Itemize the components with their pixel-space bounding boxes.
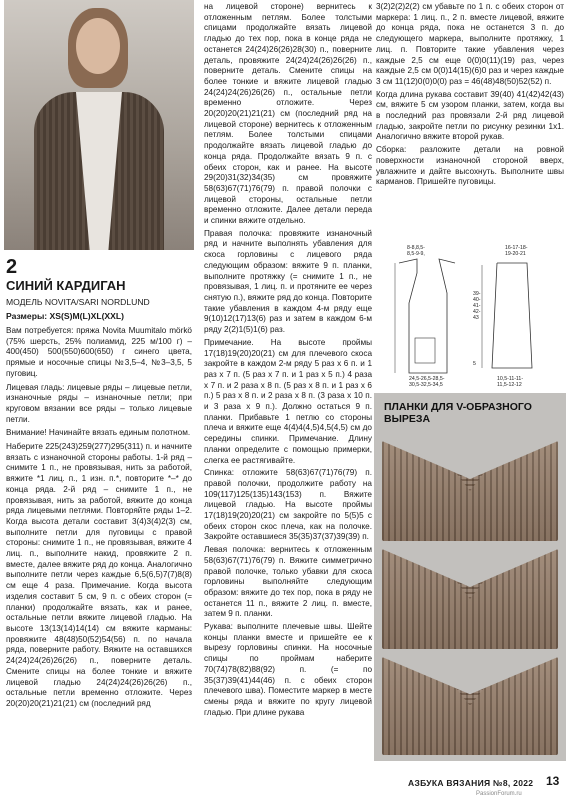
schematic-label-length: 39- 40- 41- 42- 43 <box>473 291 481 321</box>
magazine-footer: АЗБУКА ВЯЗАНИЯ №8, 2022 <box>408 778 534 788</box>
instructions-paragraph: Наберите 225(243)259(277)295(311) п. и начните вязать с изнаночной стороны работы. 1-й ряд – снимите 1 п., не провязывая, нить за работой, вяжите *1 лиц. п., 1 изн. п.*, повторите *–* до конца ряда. 2-й ряд – снимите 1 п., не провязывая, нить за работой, вяжите до конца ряда лицевыми петлями. Повторяйте ряды 1–2. Когда высота детали составит 3(4)3(4)2(3) см, выполните петли для пуговицы с правой стороны: снимите 1 п., не провязывая, вяжите 4 лиц. п., выполните накид, провяжите 2 п. вместе, далее вяжите ряд до конца. Аналогично выполните петли через каждые 6,5(6,5)7(7)8(8) см еще 4 раза. Примечание. Когда высота изделия составит 5 см, 9 п. с обеих сторон (= планки) продолжайте вязать, как и ранее, остальные петли вяжите лицевой гладью. На высоте 13(13(14)14(14) см вяжите карманы: провяжите 48(48)50(52)54(56) п. по начала ряда, поверните работу. Вяжите на оставшихся 24(24)24(26)26(26) п., поверните деталь. Смените спицы на более тонкие и вяжите лицевой гладью 24(24)24(26)26(26) п., остальные петли временно отложите. Через 20(20)20(21)21(21) см (последний ряд <box>6 442 192 708</box>
column-2 <box>204 2 372 720</box>
swatch-v-cut <box>382 549 558 649</box>
schematic-label-top: 8-8,8,5- 8,5-9-9, <box>407 245 425 257</box>
schematic-label-sleeve: 16-17-18- 19-20-21 <box>505 245 528 257</box>
page-number: 13 <box>546 774 560 788</box>
pattern-schematic <box>377 243 567 388</box>
col2-paragraph: Рукава: выполните плечевые швы. Шейте концы планки вместе и пришейте ее к вырезу горловины спинки. На носочные спицы по проймам наберите 70(74)78(82)88(92) п. (= по 35(37)39(41)44(46) п. с обеих сторон плечевого шва). Поместите маркер в месте смены ряда и вяжите по кругу лицевой гладью. При длине рукава <box>204 622 372 717</box>
materials-paragraph: Вам потребуется: пряжа Novita Muumitalo mörkö (75% шерсть, 25% полиамид, 225 м/100 г) – 400(450) 500(550)600(650) г синего цвета, прямые и носочные спицы №3,5–4, №3–3,5, 5 пуговиц. <box>6 326 192 378</box>
model-photo <box>4 0 194 250</box>
watermark: PassionForum.ru <box>476 791 522 797</box>
swatch-v-cut <box>382 441 558 541</box>
pattern-model: МОДЕЛЬ NOVITA/SARI NORDLUND <box>6 297 150 307</box>
col2-paragraph: на лицевой стороне) вернитесь к отложенным петлям. Более толстыми спицами продолжайте вязать лицевой гладью до тех пор, пока в конце ряда не останется 24(24)26(26)28(30) п., поверните деталь, провяжите 24(24)24(26)26(26) п., поверните деталь. Смените спицы на более тонкие и вяжите лицевой гладью 24(24)24(26)26(26) п., остальные петли временно отложите. Через 20(20)20(21)21(21) см (последний ряд на лицевой стороне) вернитесь к отложенным петлям. Более толстыми спицами продолжайте вязать лицевой гладью до конца ряда. Продолжайте вязать 9 п. с обеих сторон, как и ранее. На высоте 29(20)31(32)34(35) см провяжите 58(63)67(71)76(79) п. правой полочки с лицевой стороны, остальные петли временно отложите. Далее детали переда и спинки вяжите отдельно. <box>204 2 372 226</box>
attention-paragraph: Внимание! Начинайте вязать единым полотном. <box>6 428 191 438</box>
col2-paragraph: Примечание. На высоте проймы 17(18)19(20)20(21) см для плечевого скоса закройте в каждом 2-м ряду 5 раз х 6 п. и 1 раз х 7 п. (5 раз х 7 п. и 1 раз х 5 п.) 4 раза х 7 п. и 2 раза х 8 п. (5 раз х 8 п. и 1 раз х 6 п.) 5 раз х 8 п. и 2 раза х 8 п. (3 раза х 10 п. и 3 раза х 9 п.). Должно остаться 9 п. планки. Прибавьте 1 петлю со стороны плеча и вяжите еще 4(4)4(4,5)4,5(4,5) см до середины спинки. Примечание. Длину планки определите с помощью примерки, слегка ее растягивайте. <box>204 337 372 465</box>
col3-paragraph: Сборка: разложите детали на ровной поверхности изнаночной стороной вверх, увлажните и дайте высохнуть. Выполните швы карманов. Пришейте пуговицы. <box>376 145 564 187</box>
schematic-label-band: 5 <box>473 361 476 367</box>
col2-paragraph: Спинка: отложите 58(63)67(71)76(79) п. правой полочки, продолжите работу на 109(117)125(135)143(153) п. Вяжите лицевой гладью. На высоте проймы 17(18)19(20)20(21) см закройте по 5(5)5 с обеих сторон скос плеча, как на полочке. Закройте оставшиеся 35(35)37(37)39(39) п. <box>204 468 372 542</box>
col3-paragraph: 3(2)2(2)2(2) см убавьте по 1 п. с обеих сторон от маркера: 1 лиц. п., 2 п. вместе лицевой, вяжите до конца ряда, пока не останется 3 п. до следующего маркера, выполните протяжку, 1 лиц. п. Повторите такие убавления через каждые 2,5 см еще 0(0)0(11)(19) раз, через каждые 2,5 см 0(0)14(15)(6)0 раз и через каждые 3 см 11(12)0(0)0(0) раз = 46(48)48(50)52(52) п. <box>376 2 564 86</box>
knit-swatch-1 <box>382 441 558 541</box>
col2-paragraph: Правая полочка: провяжите изнаночный ряд и начните выполнять убавления для скоса горловины с лицевого ряда следующим образом: вяжите 9 п. планки, выполните протяжку (= снимите 1 п., не провязывая, 1 лиц. п. и протяните ее через снятую п.), вяжите ряд до конца. Повторите такие убавления в каждом 4-м ряду еще 9(10)12(17)13(6) раз и затем в каждом 6-м ряду 2(2)1(5)1(6) раз. <box>204 228 372 335</box>
swatch-v-cut <box>382 657 558 755</box>
col2-paragraph: Левая полочка: вернитесь к отложенным 58(63)67(71)76(79) п. Вяжите симметрично правой полочке, только убавки для скоса горловины выполняйте следующим образом: вяжите до тех пор, пока в ряду не останется 11 п., вяжите 2 лиц. п. вместе, затем 9 п. планки. <box>204 545 372 619</box>
stitch-paragraph: Лицевая гладь: лицевые ряды – лицевые петли, изнаночные ряды – изнаночные петли; при круговом вязании все ряды – только лицевые петли. <box>6 382 192 424</box>
v-neck-panel <box>374 393 566 761</box>
pattern-sizes: Размеры: XS(S)M(L)XL(XXL) <box>6 311 125 321</box>
model-face <box>76 18 120 74</box>
column-1-intro <box>6 326 192 713</box>
col3-paragraph: Когда длина рукава составит 39(40) 41(42)42(43) см, вяжите 5 см узором планки, затем, когда вы в последний раз провязали 2-й ряд лицевой гладью, закройте петли по рисунку резинки 1x1. Аналогично вяжите второй рукав. <box>376 89 564 142</box>
schematic-label-cuff: 10,5-11-11- 11,5-12-12 <box>497 376 524 388</box>
schematic-drawing <box>377 243 567 388</box>
column-3 <box>376 2 564 190</box>
pattern-number: 2 <box>6 256 18 278</box>
pattern-title: СИНИЙ КАРДИГАН <box>6 278 126 293</box>
knit-swatch-3 <box>382 657 558 755</box>
schematic-label-width: 24,5-26,5-28,5- 30,5-32,5-34,5 <box>409 376 445 388</box>
panel-title: ПЛАНКИ ДЛЯ V-ОБРАЗНОГО ВЫРЕЗА <box>384 401 532 425</box>
knit-swatch-2 <box>382 549 558 649</box>
